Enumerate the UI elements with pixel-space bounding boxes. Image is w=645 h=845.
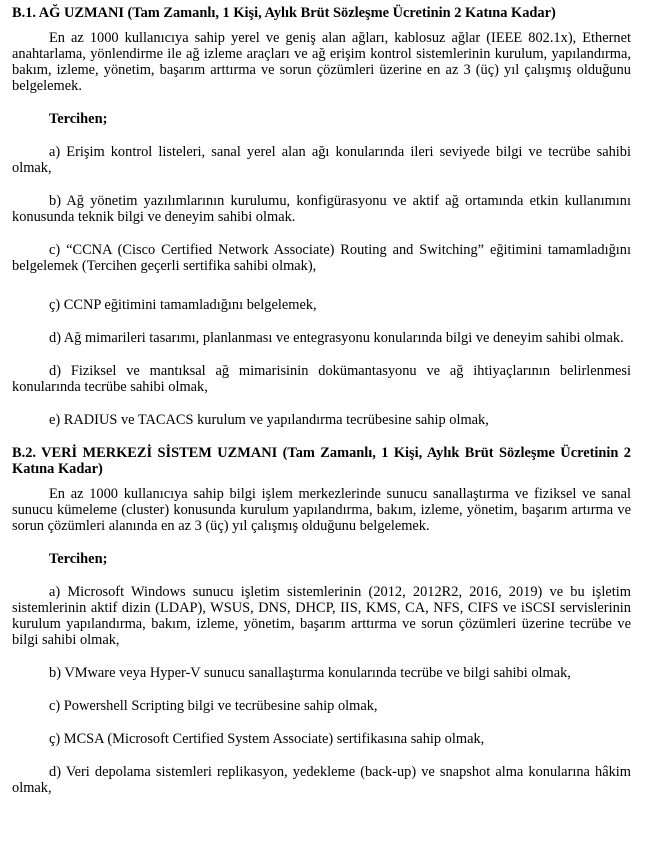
list-item: c) Powershell Scripting bilgi ve tecrübesine sahip olmak, [49,698,378,714]
tercihen-label-b1: Tercihen; [49,111,108,127]
section-intro-b2: En az 1000 kullanıcıya sahip bilgi işlem merkezlerinde sunucu sanallaştırma ve fiziksel ve sanal sunucu kümeleme (cluster) konusunda kurulum yapılandırma, bakım, izleme, yönetim, başarım artırma ve sorun çözümleri alanında en az 3 (üç) yıl çalışmış olduğunu belgelemek. [12,486,631,534]
list-item: a) Erişim kontrol listeleri, sanal yerel alan ağı konularında ileri seviyede bilgi ve tecrübe sahibi olmak, [12,144,631,176]
list-item: c) “CCNA (Cisco Certified Network Associate) Routing and Switching” eğitimini tamamladığını belgelemek (Tercihen geçerli sertifika sahibi olmak), [12,242,631,274]
list-item: e) RADIUS ve TACACS kurulum ve yapılandırma tecrübesine sahip olmak, [49,412,489,428]
section-intro-b1: En az 1000 kullanıcıya sahip yerel ve geniş alan ağları, kablosuz ağlar (IEEE 802.1x), Ethernet anahtarlama, yönlendirme ile ağ izleme araçları ve ağ erişim kontrol sistemlerinin kurulum, yapılandırma, bakım, izleme, yönetim, başarım arttırma ve sorun çözümleri üzerine en az 3 (üç) yıl çalışmış olduğunu belgelemek. [12,30,631,94]
list-item: b) VMware veya Hyper-V sunucu sanallaştırma konularında tecrübe ve bilgi sahibi olmak, [49,665,571,681]
list-item: b) Ağ yönetim yazılımlarının kurulumu, konfigürasyonu ve aktif ağ ortamında etkin kullanımını konusunda teknik bilgi ve deneyim sahibi olmak. [12,193,631,225]
list-item: ç) CCNP eğitimini tamamladığını belgelemek, [49,297,317,313]
tercihen-label-b2: Tercihen; [49,551,108,567]
list-item: ç) MCSA (Microsoft Certified System Associate) sertifikasına sahip olmak, [49,731,485,747]
list-item: d) Ağ mimarileri tasarımı, planlanması ve entegrasyonu konularında bilgi ve deneyim sahibi olmak. [49,330,624,346]
list-item: d) Fiziksel ve mantıksal ağ mimarisinin dokümantasyonu ve ağ ihtiyaçlarının belirlenmesi konularında tecrübe sahibi olmak, [12,363,631,395]
section-heading-b2: B.2. VERİ MERKEZİ SİSTEM UZMANI (Tam Zamanlı, 1 Kişi, Aylık Brüt Sözleşme Ücretinin 2 Katına Kadar) [12,445,631,477]
list-item: a) Microsoft Windows sunucu işletim sistemlerinin (2012, 2012R2, 2016, 2019) ve bu işletim sistemlerinin aktif dizin (LDAP), WSUS, DNS, DHCP, IIS, KMS, CA, NFS, CIFS ve iSCSI servislerinin kurulum yapılandırma, bakım, izleme, yönetim, başarım arttırma ve sorun çözümleri üzerine tecrübe ve bilgi sahibi olmak, [12,584,631,648]
list-item: d) Veri depolama sistemleri replikasyon, yedekleme (back-up) ve snapshot alma konularına hâkim olmak, [12,764,631,796]
section-heading-b1: B.1. AĞ UZMANI (Tam Zamanlı, 1 Kişi, Aylık Brüt Sözleşme Ücretinin 2 Katına Kadar) [12,5,556,21]
